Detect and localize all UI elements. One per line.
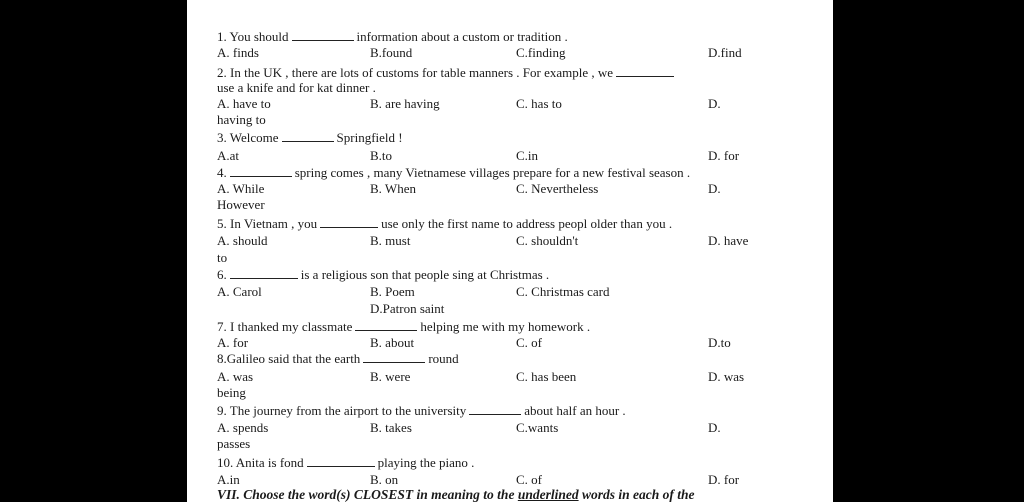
question-4-stem-post: spring comes , many Vietnamese villages prepare for a new festival season . [294,165,691,180]
worksheet-page [187,0,833,502]
option: A. Carol [217,284,262,299]
question-3-stem [217,131,403,145]
option: A. have to [217,96,271,111]
option: B. must [370,233,411,248]
section-heading-underlined: underlined [517,487,579,502]
option-wrap: However [217,197,265,212]
answer-blank [230,268,298,279]
option: A.at [217,148,240,163]
option: B. about [370,335,415,350]
question-5-stem [217,217,672,231]
option: B. were [370,369,411,384]
question-7-stem-post: helping me with my homework . [420,319,591,334]
answer-blank [355,320,417,331]
question-6-stem-pre: 6. [217,267,227,282]
option: C. has to [516,96,562,111]
answer-blank [469,404,521,415]
question-2-stem [217,66,677,80]
option-wrap: being [217,385,246,400]
option: A. was [217,369,254,384]
option: A. spends [217,420,269,435]
option: C. Christmas card [516,284,610,299]
option: D. [708,420,721,435]
question-1-stem-pre: 1. You should [217,29,289,44]
option: D. for [708,472,740,487]
option: B. takes [370,420,412,435]
option: A. should [217,233,268,248]
question-8-stem-pre: 8.Galileo said that the earth [217,351,361,366]
option: D. was [708,369,745,384]
question-4-stem [217,166,690,180]
option: B. are having [370,96,440,111]
question-9-stem [217,404,626,418]
option: B. Poem [370,284,415,299]
question-10-stem [217,456,474,470]
question-1-stem-post: information about a custom or tradition . [356,29,568,44]
question-1-stem [217,30,568,44]
question-2-stem-pre: 2. In the UK , there are lots of customs for table manners . For example , we [217,65,614,80]
question-8-stem [217,352,459,366]
question-10-stem-post: playing the piano . [377,455,475,470]
section-heading [217,488,694,502]
option: A. for [217,335,249,350]
option: A.in [217,472,240,487]
question-2-stem-line2: use a knife and for kat dinner . [217,80,376,95]
answer-blank [616,66,674,77]
option: B. When [370,181,416,196]
option: C. Nevertheless [516,181,599,196]
answer-blank [230,166,292,177]
option: B. on [370,472,399,487]
option: D. have [708,233,749,248]
question-9-stem-pre: 9. The journey from the airport to the university [217,403,467,418]
answer-blank [363,352,425,363]
option-wrap: to [217,250,228,265]
answer-blank [282,131,334,142]
question-3-stem-pre: 3. Welcome [217,130,279,145]
option: D. for [708,148,740,163]
option: C. has been [516,369,577,384]
question-4-stem-pre: 4. [217,165,227,180]
option: C. of [516,472,542,487]
option: D. [708,181,721,196]
question-3-stem-post: Springfield ! [336,130,403,145]
section-heading-post: words in each of the [578,487,695,502]
question-5-stem-pre: 5. In Vietnam , you [217,216,318,231]
option: B.found [370,45,413,60]
option: A. While [217,181,265,196]
question-8-stem-post: round [428,351,459,366]
option: C. shouldn't [516,233,579,248]
question-9-stem-post: about half an hour . [524,403,626,418]
question-6-stem [217,268,549,282]
option: D.Patron saint [370,301,445,316]
option: D.to [708,335,731,350]
option-wrap: passes [217,436,251,451]
option: D. [708,96,721,111]
answer-blank [320,217,378,228]
answer-blank [292,30,354,41]
option-wrap: having to [217,112,266,127]
option: D.find [708,45,742,60]
answer-blank [307,456,375,467]
question-5-stem-post: use only the first name to address peopl older than you . [381,216,673,231]
section-heading-pre: VII. Choose the word(s) CLOSEST in meaning to the [217,487,518,502]
option: A. finds [217,45,259,60]
option: B.to [370,148,393,163]
option: C.finding [516,45,566,60]
question-6-stem-post: is a religious son that people sing at Christmas . [300,267,550,282]
question-7-stem-pre: 7. I thanked my classmate [217,319,353,334]
question-10-stem-pre: 10. Anita is fond [217,455,304,470]
option: C.in [516,148,539,163]
question-7-stem [217,320,590,334]
option: C.wants [516,420,559,435]
option: C. of [516,335,542,350]
